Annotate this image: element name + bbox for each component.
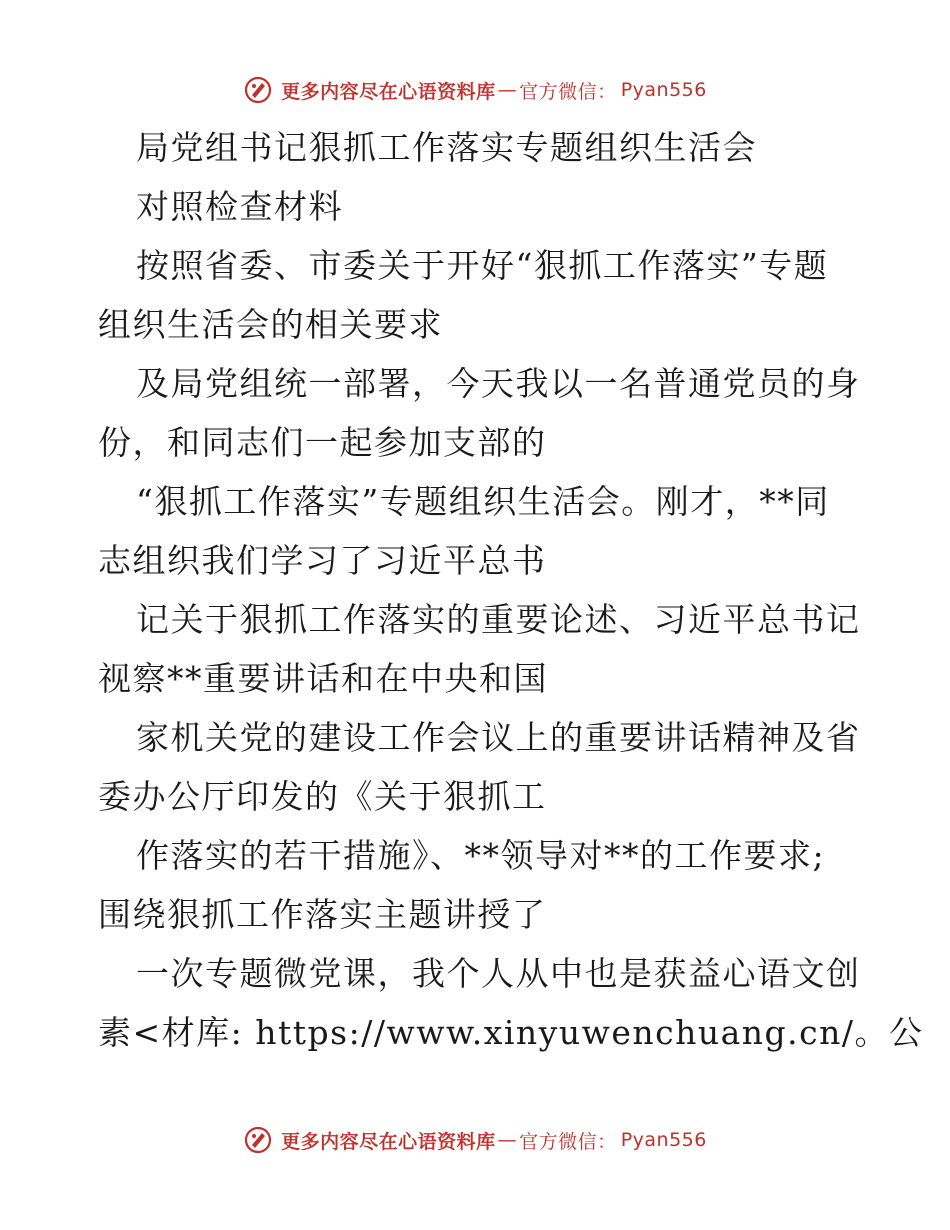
paragraph-line: 一次专题微党课，我个人从中也是获益心语文创 bbox=[136, 954, 861, 993]
paragraph-line: 按照省委、市委关于开好“狠抓工作落实”专题 bbox=[136, 246, 829, 285]
banner-separator: — bbox=[497, 1129, 518, 1151]
brand-logo-icon bbox=[243, 75, 273, 105]
paragraph-line: 视察**重要讲话和在中央和国 bbox=[98, 659, 548, 698]
paragraph-line: 委办公厅印发的《关于狠抓工 bbox=[98, 777, 547, 816]
paragraph-line: 作落实的若干措施》、**领导对**的工作要求; bbox=[136, 836, 826, 875]
paragraph-line: 记关于狠抓工作落实的重要论述、习近平总书记 bbox=[136, 600, 861, 639]
paragraph-line: 组织生活会的相关要求 bbox=[98, 305, 443, 344]
banner-brand-text: 更多内容尽在心语资料库 bbox=[281, 1130, 496, 1153]
paragraph-line: 份，和同志们一起参加支部的 bbox=[98, 423, 547, 462]
document-body bbox=[98, 118, 924, 1062]
banner-wechat-account: Pyan556 bbox=[620, 79, 707, 101]
document-title-line-2: 对照检查材料 bbox=[136, 187, 343, 226]
paragraph-line: “狠抓工作落实”专题组织生活会。刚才，**同 bbox=[136, 482, 830, 521]
header-watermark-banner bbox=[0, 70, 950, 110]
banner-brand-text: 更多内容尽在心语资料库 bbox=[281, 80, 496, 103]
paragraph-line: 围绕狠抓工作落实主题讲授了 bbox=[98, 895, 547, 934]
paragraph-line: 家机关党的建设工作会议上的重要讲话精神及省 bbox=[136, 718, 861, 757]
brand-logo-icon bbox=[243, 1125, 273, 1155]
banner-separator: — bbox=[497, 79, 518, 101]
footer-watermark-banner bbox=[0, 1120, 950, 1160]
banner-wechat-account: Pyan556 bbox=[620, 1129, 707, 1151]
paragraph-line: 素<材库: https://www.xinyuwenchuang.cn/。公 bbox=[98, 1013, 924, 1052]
banner-wechat-label: 官方微信： bbox=[519, 80, 617, 103]
banner-wechat-label: 官方微信： bbox=[519, 1130, 617, 1153]
paragraph-line: 志组织我们学习了习近平总书 bbox=[98, 541, 547, 580]
document-title-line-1: 局党组书记狠抓工作落实专题组织生活会 bbox=[136, 128, 757, 167]
paragraph-line: 及局党组统一部署，今天我以一名普通党员的身 bbox=[136, 364, 861, 403]
